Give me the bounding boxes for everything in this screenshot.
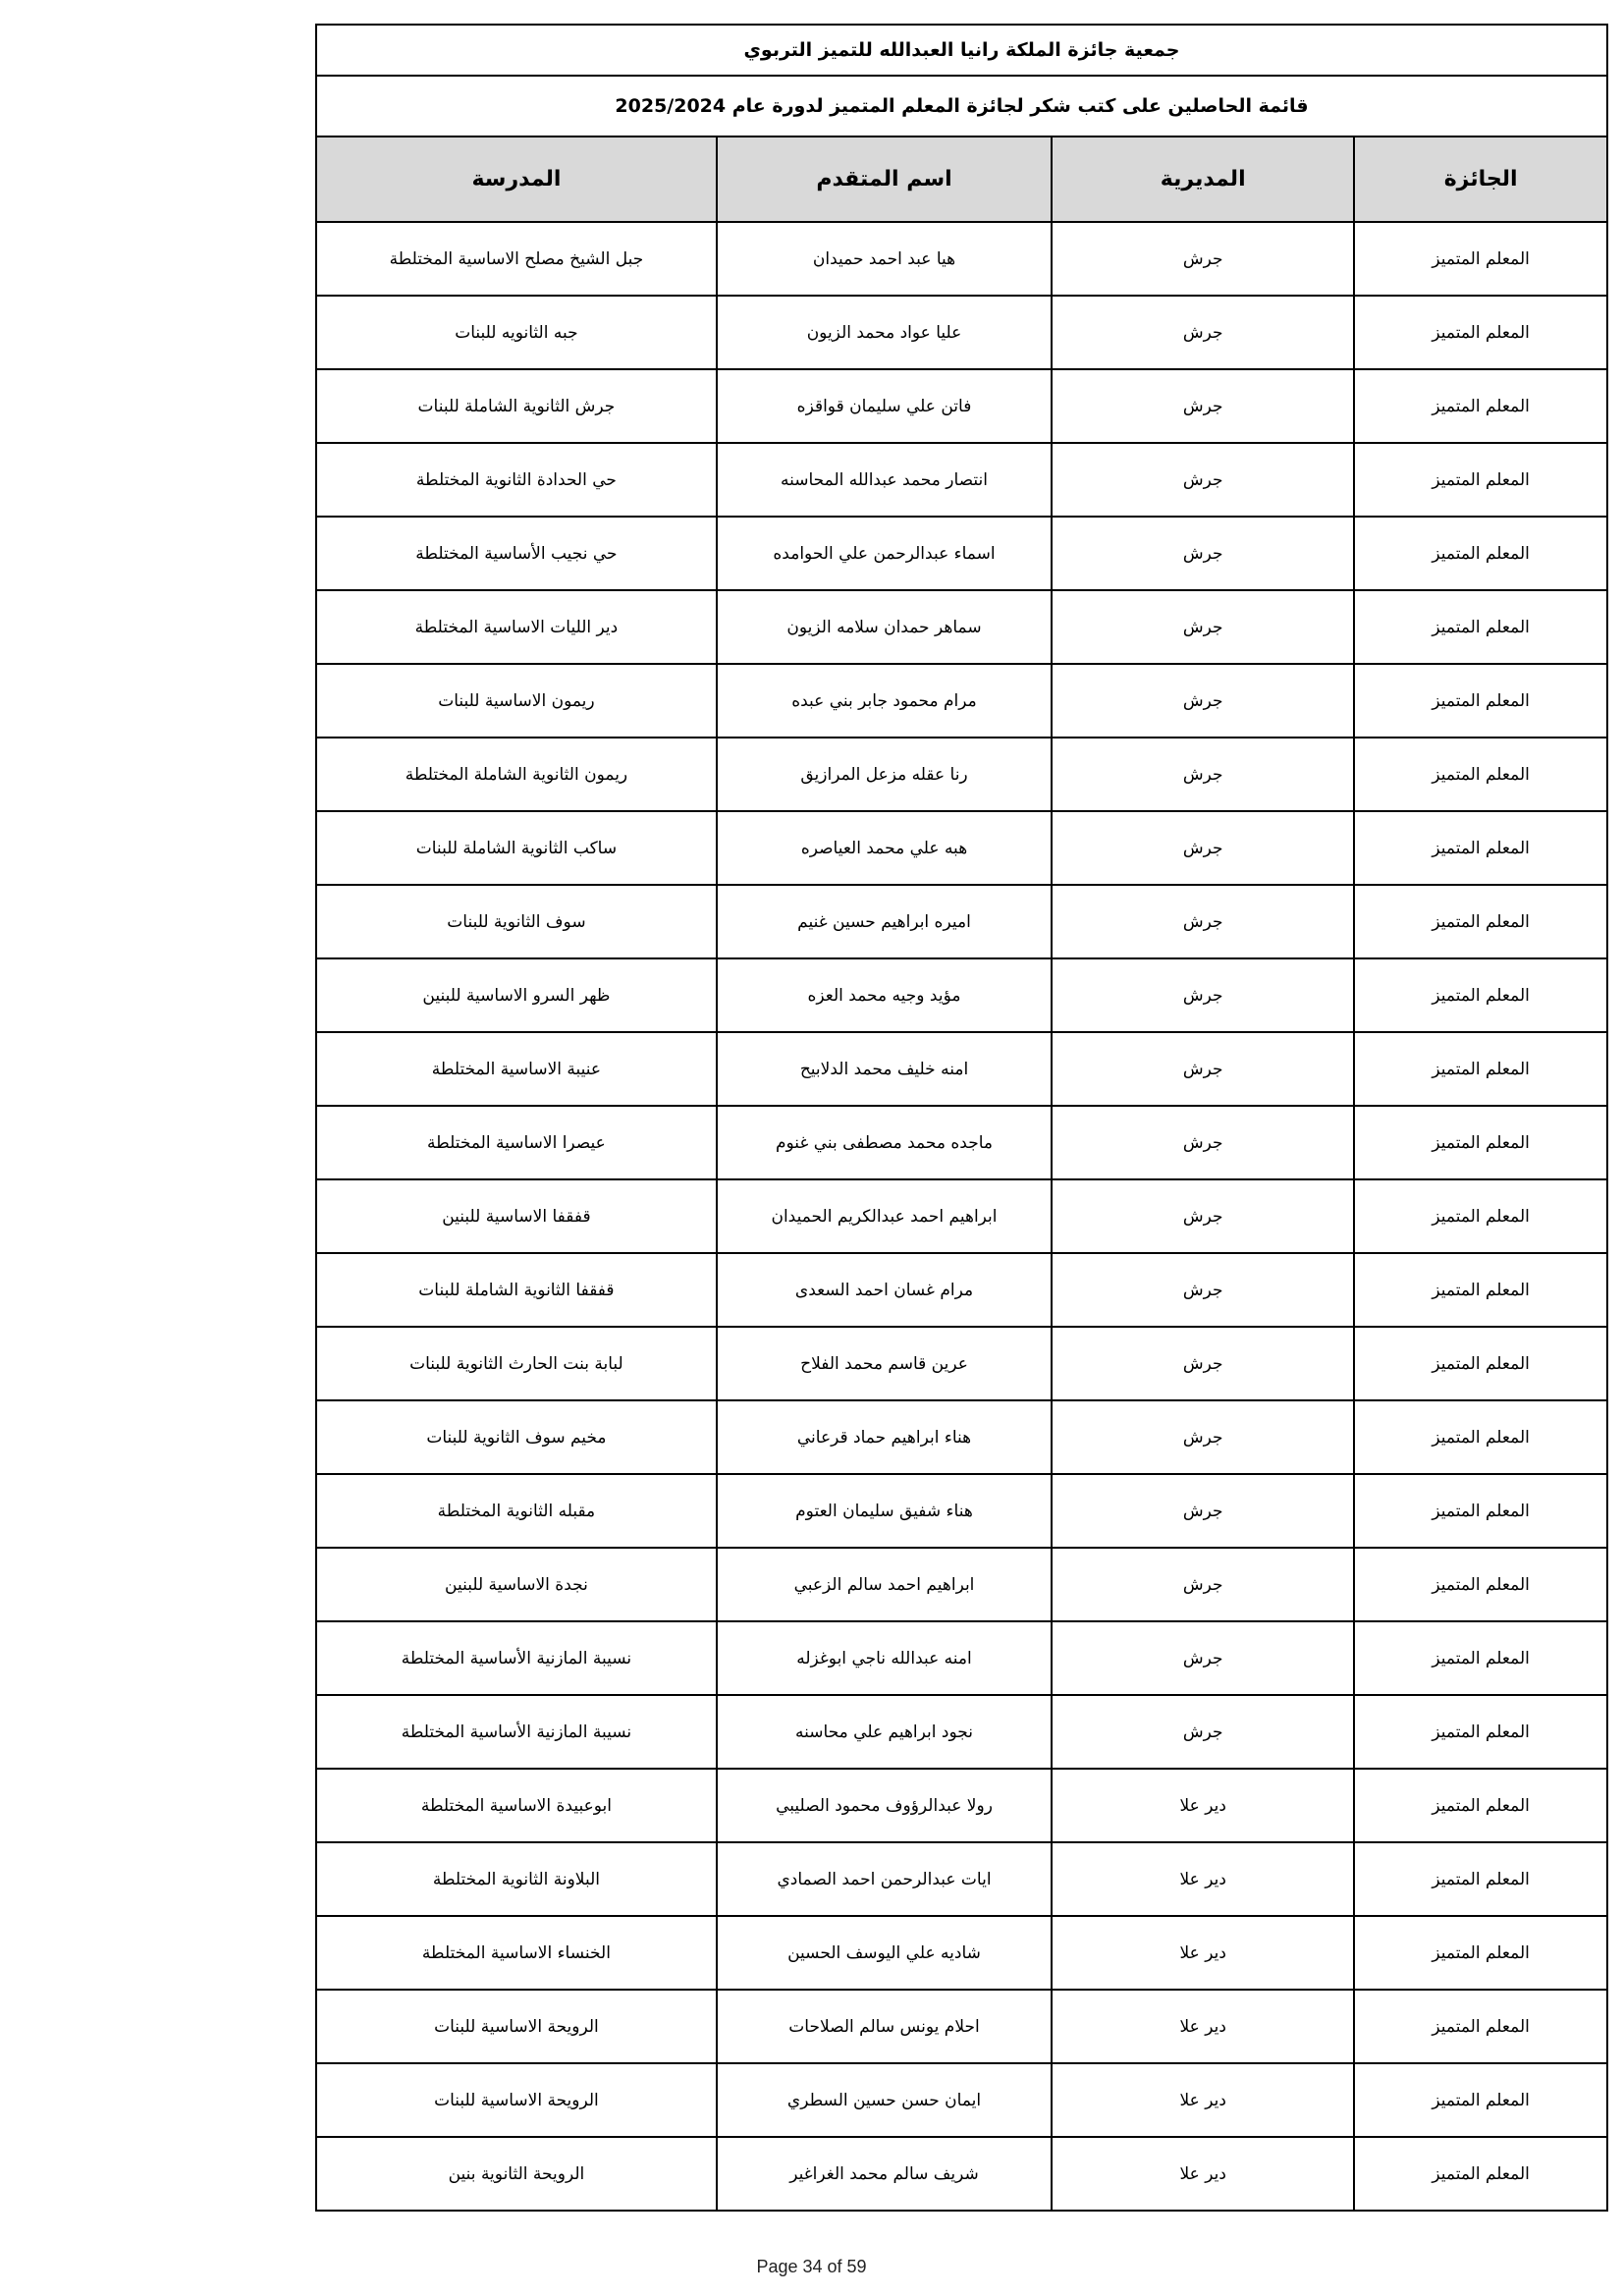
org-title-row: [316, 25, 1607, 76]
table-row: [316, 1548, 1607, 1621]
directorate-cell: جرش: [1052, 1548, 1354, 1621]
name-cell: امنه عبدالله ناجي ابوغزله: [717, 1621, 1052, 1695]
name-cell: ماجده محمد مصطفى بني غنوم: [717, 1106, 1052, 1179]
column-header-name: اسم المتقدم: [717, 137, 1052, 222]
table-row: [316, 1769, 1607, 1842]
name-cell: مرام محمود جابر بني عبده: [717, 664, 1052, 738]
award-cell: المعلم المتميز: [1354, 1695, 1607, 1769]
award-cell: المعلم المتميز: [1354, 738, 1607, 811]
name-cell: ايمان حسن حسين السطري: [717, 2063, 1052, 2137]
directorate-cell: جرش: [1052, 811, 1354, 885]
list-title: قائمة الحاصلين على كتب شكر لجائزة المعلم المتميز لدورة عام 2025/2024: [316, 76, 1607, 137]
column-header-row: [316, 137, 1607, 222]
column-header-directorate: المديرية: [1052, 137, 1354, 222]
award-cell: المعلم المتميز: [1354, 1253, 1607, 1327]
table-row: [316, 738, 1607, 811]
name-cell: اميره ابراهيم حسين غنيم: [717, 885, 1052, 958]
award-cell: المعلم المتميز: [1354, 1179, 1607, 1253]
school-cell: نجدة الاساسية للبنين: [316, 1548, 717, 1621]
name-cell: امنه خليف محمد الدلابيح: [717, 1032, 1052, 1106]
table-row: [316, 590, 1607, 664]
name-cell: نجود ابراهيم علي محاسنه: [717, 1695, 1052, 1769]
directorate-cell: جرش: [1052, 1253, 1354, 1327]
table-row: [316, 1253, 1607, 1327]
name-cell: عرين قاسم محمد الفلاح: [717, 1327, 1052, 1400]
award-cell: المعلم المتميز: [1354, 811, 1607, 885]
award-cell: المعلم المتميز: [1354, 2063, 1607, 2137]
directorate-cell: جرش: [1052, 1400, 1354, 1474]
table-row: [316, 296, 1607, 369]
directorate-cell: جرش: [1052, 1327, 1354, 1400]
page-number: Page 34 of 59: [756, 2257, 867, 2276]
name-cell: عليا عواد محمد الزيون: [717, 296, 1052, 369]
name-cell: شريف سالم محمد الغراغير: [717, 2137, 1052, 2211]
school-cell: عيصرا الاساسية المختلطة: [316, 1106, 717, 1179]
table-row: [316, 1842, 1607, 1916]
directorate-cell: جرش: [1052, 1106, 1354, 1179]
table-row: [316, 1916, 1607, 1990]
name-cell: ايات عبدالرحمن احمد الصمادي: [717, 1842, 1052, 1916]
school-cell: الخنساء الاساسية المختلطة: [316, 1916, 717, 1990]
table-row: [316, 811, 1607, 885]
directorate-cell: جرش: [1052, 664, 1354, 738]
school-cell: ساكب الثانوية الشاملة للبنات: [316, 811, 717, 885]
award-cell: المعلم المتميز: [1354, 1548, 1607, 1621]
table-row: [316, 517, 1607, 590]
table-row: [316, 958, 1607, 1032]
directorate-cell: جرش: [1052, 1032, 1354, 1106]
table-row: [316, 664, 1607, 738]
school-cell: جبه الثانويه للبنات: [316, 296, 717, 369]
directorate-cell: دير علا: [1052, 1842, 1354, 1916]
award-cell: المعلم المتميز: [1354, 1106, 1607, 1179]
award-cell: المعلم المتميز: [1354, 222, 1607, 296]
table-row: [316, 1695, 1607, 1769]
table-row: [316, 1990, 1607, 2063]
school-cell: البلاونة الثانوية المختلطة: [316, 1842, 717, 1916]
name-cell: مرام غسان احمد السعدى: [717, 1253, 1052, 1327]
award-cell: المعلم المتميز: [1354, 1327, 1607, 1400]
award-cell: المعلم المتميز: [1354, 296, 1607, 369]
award-cell: المعلم المتميز: [1354, 1474, 1607, 1548]
school-cell: جبل الشيخ مصلح الاساسية المختلطة: [316, 222, 717, 296]
name-cell: هبه علي محمد العياصره: [717, 811, 1052, 885]
award-cell: المعلم المتميز: [1354, 1916, 1607, 1990]
award-cell: المعلم المتميز: [1354, 1990, 1607, 2063]
school-cell: الرويحة الاساسية للبنات: [316, 2063, 717, 2137]
school-cell: مخيم سوف الثانوية للبنات: [316, 1400, 717, 1474]
name-cell: هناء ابراهيم حماد قرعاني: [717, 1400, 1052, 1474]
school-cell: ابوعبيدة الاساسية المختلطة: [316, 1769, 717, 1842]
school-cell: ريمون الثانوية الشاملة المختلطة: [316, 738, 717, 811]
table-row: [316, 222, 1607, 296]
school-cell: نسيبة المازنية الأساسية المختلطة: [316, 1621, 717, 1695]
table-row: [316, 1106, 1607, 1179]
table-row: [316, 1327, 1607, 1400]
awards-table: [315, 24, 1608, 2212]
award-cell: المعلم المتميز: [1354, 1769, 1607, 1842]
school-cell: مقبله الثانوية المختلطة: [316, 1474, 717, 1548]
name-cell: ابراهيم احمد سالم الزعبي: [717, 1548, 1052, 1621]
directorate-cell: جرش: [1052, 369, 1354, 443]
school-cell: حي الحدادة الثانوية المختلطة: [316, 443, 717, 517]
school-cell: عنيبة الاساسية المختلطة: [316, 1032, 717, 1106]
school-cell: الرويحة الثانوية بنين: [316, 2137, 717, 2211]
name-cell: احلام يونس سالم الصلاحات: [717, 1990, 1052, 2063]
award-cell: المعلم المتميز: [1354, 369, 1607, 443]
school-cell: دير الليات الاساسية المختلطة: [316, 590, 717, 664]
table-row: [316, 2063, 1607, 2137]
table-row: [316, 369, 1607, 443]
award-cell: المعلم المتميز: [1354, 517, 1607, 590]
table-row: [316, 1474, 1607, 1548]
org-title: جمعية جائزة الملكة رانيا العبدالله للتميز التربوي: [316, 25, 1607, 76]
directorate-cell: جرش: [1052, 1621, 1354, 1695]
school-cell: قفقفا الثانوية الشاملة للبنات: [316, 1253, 717, 1327]
table-row: [316, 1179, 1607, 1253]
directorate-cell: جرش: [1052, 1695, 1354, 1769]
directorate-cell: جرش: [1052, 590, 1354, 664]
name-cell: هناء شفيق سليمان العتوم: [717, 1474, 1052, 1548]
table-row: [316, 1621, 1607, 1695]
name-cell: اسماء عبدالرحمن علي الحوامده: [717, 517, 1052, 590]
directorate-cell: دير علا: [1052, 1990, 1354, 2063]
award-cell: المعلم المتميز: [1354, 443, 1607, 517]
directorate-cell: دير علا: [1052, 2063, 1354, 2137]
directorate-cell: جرش: [1052, 1179, 1354, 1253]
name-cell: فاتن علي سليمان قواقزه: [717, 369, 1052, 443]
table-row: [316, 885, 1607, 958]
directorate-cell: دير علا: [1052, 2137, 1354, 2211]
school-cell: سوف الثانوية للبنات: [316, 885, 717, 958]
school-cell: الرويحة الاساسية للبنات: [316, 1990, 717, 2063]
name-cell: مؤيد وجيه محمد العزه: [717, 958, 1052, 1032]
directorate-cell: دير علا: [1052, 1916, 1354, 1990]
list-title-row: [316, 76, 1607, 137]
directorate-cell: جرش: [1052, 296, 1354, 369]
award-cell: المعلم المتميز: [1354, 664, 1607, 738]
name-cell: رنا عقله مزعل المرازيق: [717, 738, 1052, 811]
directorate-cell: جرش: [1052, 443, 1354, 517]
school-cell: لبابة بنت الحارث الثانوية للبنات: [316, 1327, 717, 1400]
school-cell: حي نجيب الأساسية المختلطة: [316, 517, 717, 590]
directorate-cell: جرش: [1052, 517, 1354, 590]
name-cell: سماهر حمدان سلامه الزيون: [717, 590, 1052, 664]
column-header-award: الجائزة: [1354, 137, 1607, 222]
name-cell: رولا عبدالرؤوف محمود الصليبي: [717, 1769, 1052, 1842]
directorate-cell: جرش: [1052, 958, 1354, 1032]
school-cell: ريمون الاساسية للبنات: [316, 664, 717, 738]
directorate-cell: جرش: [1052, 222, 1354, 296]
school-cell: نسيبة المازنية الأساسية المختلطة: [316, 1695, 717, 1769]
name-cell: انتصار محمد عبدالله المحاسنه: [717, 443, 1052, 517]
award-cell: المعلم المتميز: [1354, 1400, 1607, 1474]
table-row: [316, 2137, 1607, 2211]
table-row: [316, 1032, 1607, 1106]
award-cell: المعلم المتميز: [1354, 885, 1607, 958]
award-cell: المعلم المتميز: [1354, 2137, 1607, 2211]
name-cell: هيا عبد احمد حميدان: [717, 222, 1052, 296]
name-cell: ابراهيم احمد عبدالكريم الحميدان: [717, 1179, 1052, 1253]
award-cell: المعلم المتميز: [1354, 958, 1607, 1032]
column-header-school: المدرسة: [316, 137, 717, 222]
school-cell: جرش الثانوية الشاملة للبنات: [316, 369, 717, 443]
directorate-cell: جرش: [1052, 885, 1354, 958]
directorate-cell: دير علا: [1052, 1769, 1354, 1842]
table-row: [316, 1400, 1607, 1474]
award-cell: المعلم المتميز: [1354, 1621, 1607, 1695]
school-cell: ظهر السرو الاساسية للبنين: [316, 958, 717, 1032]
directorate-cell: جرش: [1052, 738, 1354, 811]
award-cell: المعلم المتميز: [1354, 1032, 1607, 1106]
name-cell: شاديه علي اليوسف الحسين: [717, 1916, 1052, 1990]
award-cell: المعلم المتميز: [1354, 590, 1607, 664]
table-row: [316, 443, 1607, 517]
directorate-cell: جرش: [1052, 1474, 1354, 1548]
school-cell: قفقفا الاساسية للبنين: [316, 1179, 717, 1253]
award-cell: المعلم المتميز: [1354, 1842, 1607, 1916]
